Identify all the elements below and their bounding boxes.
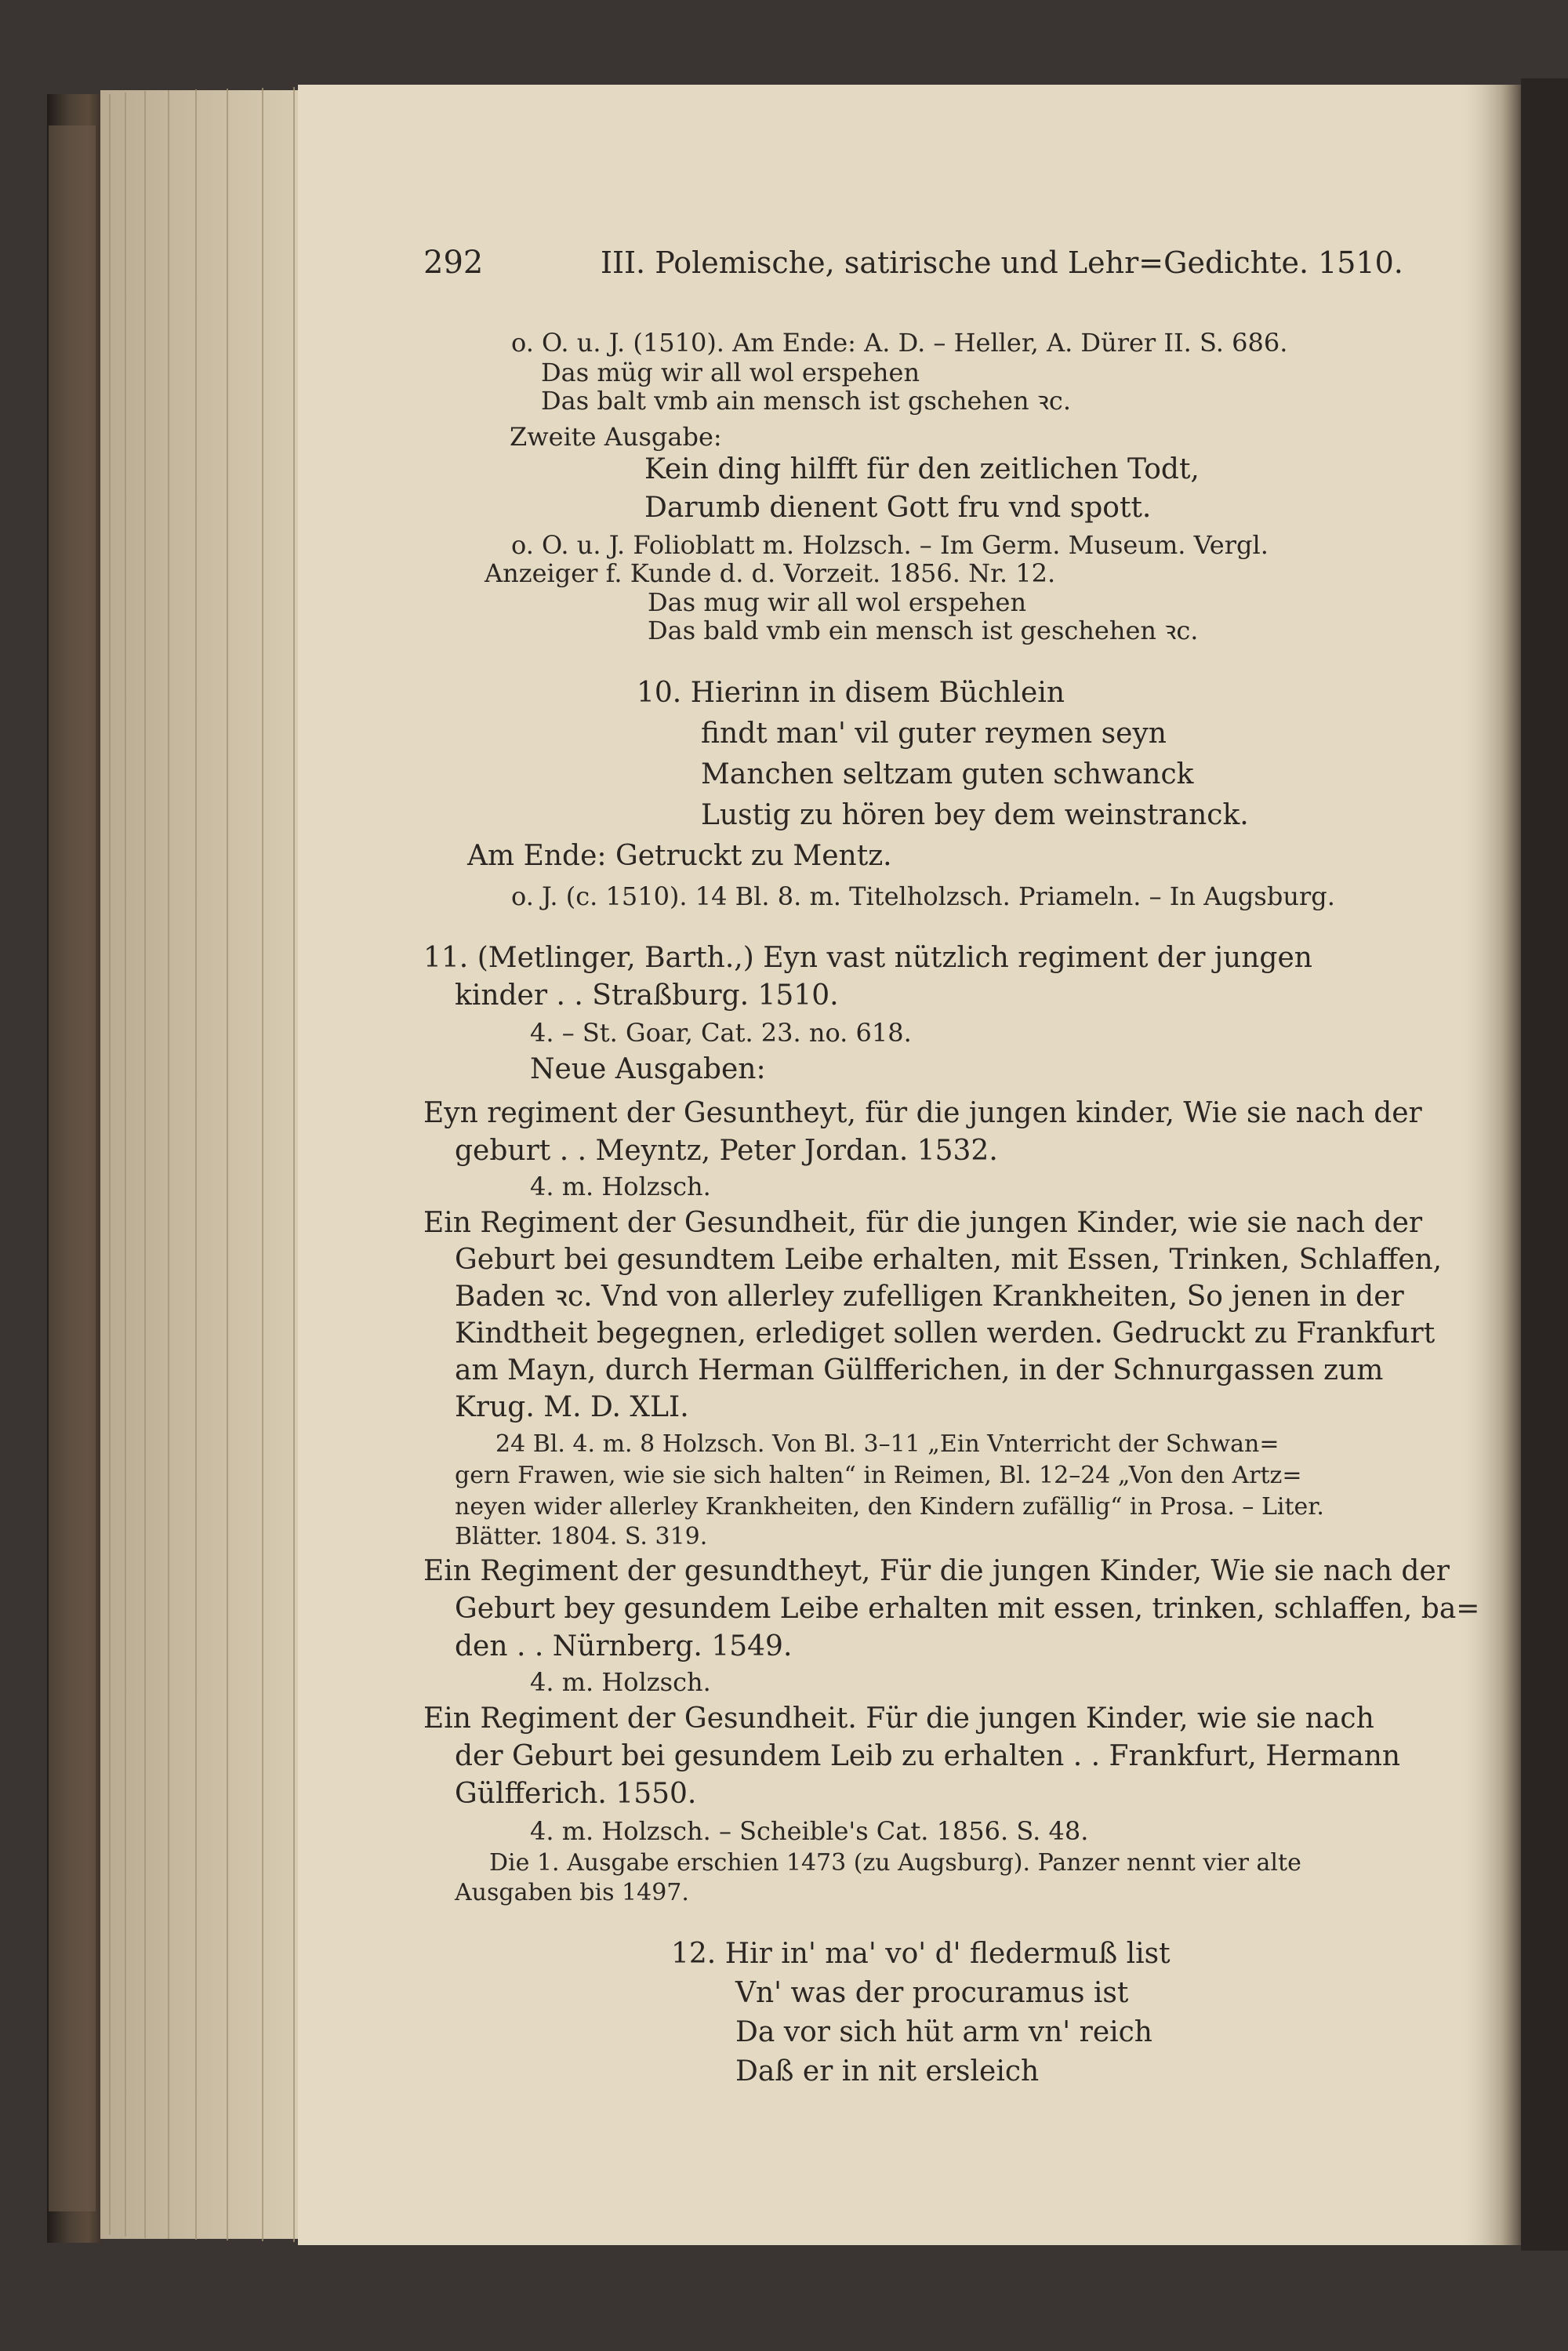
text-line: Das bald vmb ein mensch ist geschehen ꝛc. [648, 616, 1199, 645]
running-title: III. Polemische, satirische und Lehr=Gedichte. 1510. [601, 245, 1403, 280]
text-line: 12. Hir in' ma' vo' d' fledermuß list [671, 1938, 1171, 1970]
text-line: Ein Regiment der Gesundheit, für die jungen Kinder, wie sie nach der [423, 1207, 1423, 1239]
text-line: 11. (Metlinger, Barth.,) Eyn vast nützlich regiment der jungen [423, 942, 1312, 974]
text-line: Ein Regiment der Gesundheit. Für die jungen Kinder, wie sie nach [423, 1702, 1374, 1735]
text-line: den . . Nürnberg. 1549. [455, 1630, 793, 1662]
page-stack [100, 90, 304, 2239]
text-line: Blätter. 1804. S. 319. [455, 1523, 708, 1550]
text-line: Geburt bei gesundtem Leibe erhalten, mit Essen, Trinken, Schlaffen, [455, 1244, 1443, 1276]
text-line: Kindtheit begegnen, erlediget sollen werden. Gedruckt zu Frankfurt [455, 1317, 1436, 1350]
text-line: geburt . . Meyntz, Peter Jordan. 1532. [455, 1135, 998, 1167]
text-line: 4. – St. Goar, Cat. 23. no. 618. [530, 1018, 912, 1048]
text-line: 4. m. Holzsch. – Scheible's Cat. 1856. S. 48. [530, 1816, 1089, 1846]
text-line: Vn' was der procuramus ist [735, 1977, 1129, 2009]
marbled-edge [49, 125, 96, 2211]
text-line: Neue Ausgaben: [530, 1053, 766, 1085]
text-line: Daß er in nit ersleich [735, 2055, 1040, 2088]
text-line: Die 1. Ausgabe erschien 1473 (zu Augsburg). Panzer nennt vier alte [489, 1849, 1301, 1877]
text-line: Das mug wir all wol erspehen [648, 587, 1027, 617]
text-line: findt man' vil guter reymen seyn [701, 718, 1167, 750]
page-text-block [423, 235, 1480, 2164]
text-line: am Mayn, durch Herman Gülfferichen, in der Schnurgassen zum [455, 1354, 1384, 1386]
text-line: Da vor sich hüt arm vn' reich [735, 2016, 1152, 2048]
page-gutter-shadow [1458, 85, 1521, 2245]
text-line: Zweite Ausgabe: [510, 422, 722, 452]
text-line: o. J. (c. 1510). 14 Bl. 8. m. Titelholzsch. Priameln. – In Augsburg. [511, 881, 1335, 911]
text-line: Krug. M. D. XLI. [455, 1391, 689, 1423]
text-line: o. O. u. J. Folioblatt m. Holzsch. – Im Germ. Museum. Vergl. [511, 530, 1269, 560]
text-line: Eyn regiment der Gesuntheyt, für die jungen kinder, Wie sie nach der [423, 1097, 1422, 1129]
text-line: gern Frawen, wie sie sich halten“ in Reimen, Bl. 12–24 „Von den Artz= [455, 1462, 1302, 1489]
text-line: Gülfferich. 1550. [455, 1778, 697, 1810]
text-line: Das müg wir all wol erspehen [541, 358, 920, 387]
text-line: 10. Hierinn in disem Büchlein [637, 677, 1065, 709]
text-line: Geburt bey gesundem Leibe erhalten mit essen, trinken, schlaffen, ba= [455, 1593, 1480, 1625]
text-line: der Geburt bei gesundem Leib zu erhalten . . Frankfurt, Hermann [455, 1740, 1401, 1772]
text-line: Manchen seltzam guten schwanck [701, 758, 1194, 790]
text-line: Am Ende: Getruckt zu Mentz. [467, 840, 892, 872]
page-number: 292 [423, 245, 484, 281]
text-line: Ein Regiment der gesundtheyt, Für die jungen Kinder, Wie sie nach der [423, 1555, 1450, 1587]
text-line: Ausgaben bis 1497. [455, 1879, 689, 1906]
text-line: Kein ding hilfft für den zeitlichen Todt, [644, 453, 1200, 485]
text-line: 4. m. Holzsch. [530, 1172, 711, 1201]
text-line: 4. m. Holzsch. [530, 1667, 711, 1697]
text-line: Anzeiger f. Kunde d. d. Vorzeit. 1856. Nr. 12. [485, 558, 1056, 588]
text-line: Darumb dienent Gott fru vnd spott. [644, 492, 1152, 524]
text-line: Baden ꝛc. Vnd von allerley zufelligen Krankheiten, So jenen in der [455, 1281, 1404, 1313]
text-line: neyen wider allerley Krankheiten, den Kindern zufällig“ in Prosa. – Liter. [455, 1493, 1324, 1521]
text-line: o. O. u. J. (1510). Am Ende: A. D. – Heller, A. Dürer II. S. 686. [511, 328, 1288, 358]
text-line: kinder . . Straßburg. 1510. [455, 979, 839, 1012]
book-cover-right [1521, 78, 1568, 2251]
text-line: 24 Bl. 4. m. 8 Holzsch. Von Bl. 3–11 „Ein Vnterricht der Schwan= [495, 1430, 1279, 1458]
text-line: Lustig zu hören bey dem weinstranck. [701, 799, 1249, 831]
text-line: Das balt vmb ain mensch ist gschehen ꝛc. [541, 386, 1071, 416]
